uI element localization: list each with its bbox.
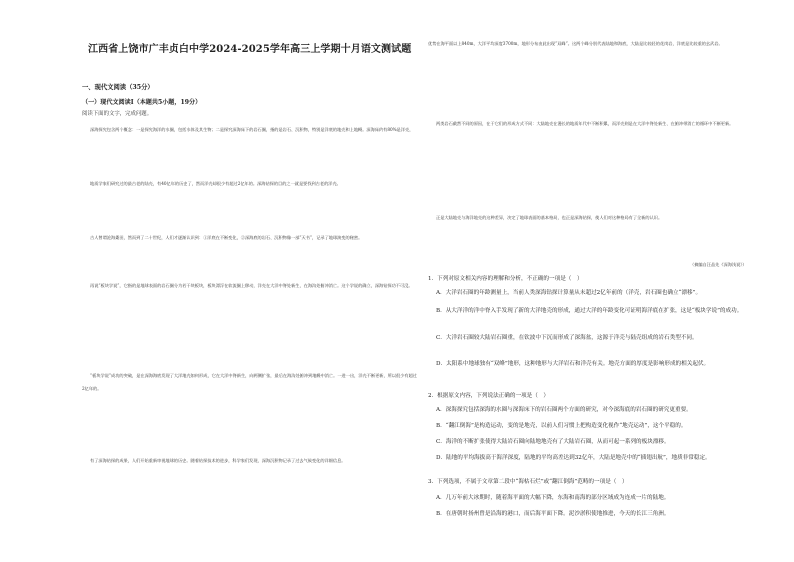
question-stem: 2．根据原文内容，下列说法正确的一项是（ ） xyxy=(428,393,550,399)
question-option[interactable]: D．陆地的平均海拔高于海洋深度，陆地的平均高差达到32亿年，大陆是地壳中的“插翅出航”，地质非常稳定。 xyxy=(436,455,711,461)
passage-paragraph: 地质学家们研究过的最古老的陆壳，有40亿年的历史了，然而洋壳却很少有超过2亿年的。深海钻探的目的之一就是要找到古老的洋壳。 xyxy=(90,181,341,186)
passage-paragraph: 深海探究包含两个概念：一是探究海洋的水圈，包括水体及其生物；二是探究深海床下的岩石圈，指的是岩石、沉积物，特别是洋底的地壳和上地幔。深海床约有80%是洋壳， xyxy=(90,127,414,132)
passage-paragraph: 古人曾谓沧海桑田，然而到了二十世纪，人们才逐渐认识到：①洋底在不断变化，②深海底的岩石、沉积物像一部“天书”，记录了地球演变的秘密。 xyxy=(90,235,363,240)
passage-paragraph: 优势在海平面以上840m，大洋平均深度3700m，地形分布由此出现“双峰”。这两个峰分别代表陆地和海底，大陆是比较轻的花岗岩，洋底是比较重的玄武岩。 xyxy=(428,41,723,46)
question-option[interactable]: B．“翻江倒海”是构造运动，变的是地壳，以前人们习惯上把构造变化视作“地壳运动”，这个平稳的。 xyxy=(436,423,687,429)
page-title: 江西省上饶市广丰贞白中学2024-2025学年高三上学期十月语文测试题 xyxy=(88,44,412,55)
passage-paragraph: 再说“板块学说”，它指的是地球表面的岩石圈分为若干块板块，板块漂浮在软流圈上移动，洋壳在大洋中脊处新生，在海沟处俯冲消亡。这个学说的确立，深海钻探功不可没。 xyxy=(90,283,413,288)
question-option[interactable]: A．几万年前大冰期时，随着海平面的大幅下降，东海和南海的部分区域成为连成一片的陆地。 xyxy=(436,495,670,501)
question-option[interactable]: B．在唐朝时扬州曾是沿海的港口，而后海平面下降。泥沙淤积使地推进，今天的长江三角洲。 xyxy=(436,511,670,517)
subsection-heading: （一）现代文阅读Ⅰ（本题共5小题，19分） xyxy=(82,99,202,106)
question-option[interactable]: C．海洋的不断扩张使得大陆岩石圈向陆地地壳有了大陆岩石圈，从而可起一系列的板块漂移。 xyxy=(436,439,670,445)
question-option[interactable]: C．大洋岩石圈较大陆岩石圈重，在钦波中下沉而形成了深海盆，这源于洋壳与陆壳组成的岩石类型不同。 xyxy=(436,335,698,341)
question-stem: 1．下列对原文相关内容的理解和分析，不正确的一项是（ ） xyxy=(428,276,583,282)
source-citation: （摘编自汪品先《深海浅说》） xyxy=(690,262,747,267)
instruction-text: 阅读下面的文字，完成问题。 xyxy=(82,111,153,117)
passage-paragraph: “板块学说”成功的突破，是在深海海底发现了大洋地壳如何形成，它在大洋中脊新生，向两侧扩张，最后在海沟处俯冲到地幔中消亡。一进一出，洋壳不断更新，所以很少有超过2亿年的。 xyxy=(82,373,417,391)
passage-paragraph: 有了深海钻探的成果，人们开始重新审视地球的历史。随着钻探技术的进步，科学家们发现，深海沉积物记录了过去气候变化的详细信息。 xyxy=(90,458,346,463)
passage-paragraph: 两类岩石截然不同的原因，在于它们的形成方式不同：大陆地壳在漫长的地质年代中不断积累，而洋壳则是在大洋中脊处新生、在俯冲带消亡的循环中不断更新。 xyxy=(436,121,734,126)
question-option[interactable]: B．从大洋洋的洋中脊入手发现了新的大洋地壳的形成，通过大洋的年龄变化可证明海洋底在扩张，这是“板块学说”的成功。 xyxy=(436,308,743,314)
question-stem: 3．下列选项，不属于文章第二段中“海枯石烂”或“翻江倒海”范畴的一项是（ ） xyxy=(428,479,628,485)
question-option[interactable]: D．太阳系中地球独有“双峰”地形，这种地形与大洋岩石和洋壳有关。地壳方面的厚度是影响形成的相关起伏。 xyxy=(436,361,710,367)
question-option[interactable]: A．大洋岩石圈的年龄测量上，当前人类深海钻探计算量从未超过2亿年前的（洋壳，岩石圈也确立“漂移”。 xyxy=(436,290,702,296)
question-option[interactable]: A．深海探究包括深海的水圈与深海床下的岩石圈两个方面的研究，对今深海底的岩石圈的研究更重要。 xyxy=(436,407,692,413)
section-heading: 一、现代文阅读（35分） xyxy=(82,84,154,91)
passage-paragraph: 正是大陆地壳与海洋地壳的这种差异，决定了地球表面的基本格局，也正是深海钻探，使人们对这种格局有了全新的认识。 xyxy=(436,215,663,220)
